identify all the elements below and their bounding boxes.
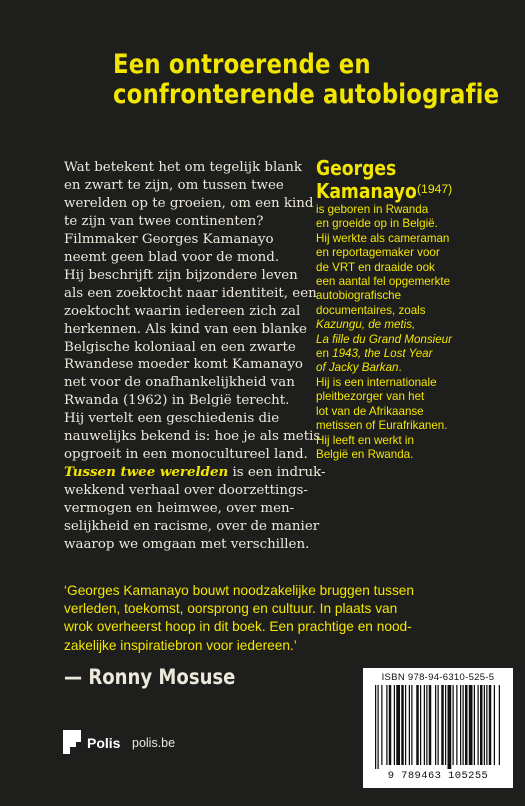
barcode-bar [405, 685, 406, 765]
blurb-line: werelden op te groeien, om een kind [64, 195, 314, 211]
bio-line: en reportagemaker voor [316, 246, 440, 260]
barcode-bar [381, 685, 382, 765]
blurb-line-with-title [64, 464, 326, 482]
blurb-text [64, 159, 326, 554]
bio-punct: . [398, 361, 402, 375]
author-bio [316, 203, 516, 462]
barcode-bar [420, 685, 421, 765]
blurb-line: en zwart te zijn, om tussen twee [64, 177, 284, 193]
bio-line: de VRT en draaide ook [316, 260, 435, 274]
bio-word: en [316, 347, 333, 361]
blurb-line: te zijn van twee continenten? [64, 213, 264, 229]
quote-line: verleden, toekomst, oorsprong en cultuur. In plaats van [64, 601, 398, 617]
barcode-bar [375, 685, 376, 769]
film-title: 1943, the Lost Year [332, 347, 433, 361]
author-last-name: Kamanayo [316, 179, 417, 203]
film-title: of Jacky Barkan [316, 361, 399, 375]
publisher-website: polis.be [132, 736, 176, 750]
barcode-bar [445, 685, 446, 765]
barcode-bar [456, 685, 457, 765]
bio-line-film [316, 361, 516, 375]
blurb-line: herkennen. Als kind van een blanke [64, 321, 307, 337]
barcode-bar [401, 685, 404, 765]
bio-line: Hij is een internationale [316, 375, 437, 389]
barcode-bar [484, 685, 485, 765]
blurb-line: wekkend verhaal over doorzettings- [64, 483, 308, 499]
barcode-bar [396, 685, 400, 765]
barcode-bar [416, 685, 419, 765]
blurb-line: Rwandese moeder komt Kamanayo [64, 357, 303, 373]
barcode-bar [469, 685, 473, 765]
barcode-bar [394, 685, 395, 765]
barcode-bar [480, 685, 483, 765]
blurb-line: selijkheid en racisme, over de manier [64, 519, 320, 535]
barcode-bar [478, 685, 479, 765]
isbn-label: ISBN 978-94-6310-525-5 [381, 672, 495, 683]
film-title: La fille du Grand Monsieur [316, 332, 452, 346]
bio-line: lot van de Afrikaanse [316, 404, 424, 418]
barcode-bar [378, 685, 379, 769]
blurb-line: Belgische koloniaal en een zwarte [64, 339, 296, 355]
blurb-line: opgroeit in een monocultureel land. [64, 447, 308, 463]
barcode-bar [463, 685, 464, 765]
bio-line: pleitbezorger van het [316, 390, 425, 404]
headline-line-2: confronterende autobiografie [113, 79, 500, 110]
quote-line: ‘Georges Kamanayo bouwt noodzakelijke bruggen tussen [64, 583, 415, 598]
blurb-line: zoektocht waarin iedereen zich zal [64, 303, 301, 319]
polis-logo-icon [63, 730, 81, 754]
film-title: Kazungu, de metis, [316, 318, 416, 332]
barcode-digits: 9 789463 105255 [387, 770, 489, 782]
barcode-bar [486, 685, 487, 765]
blurb-line: Wat betekent het om tegelijk blank [64, 160, 302, 175]
barcode-bar [499, 685, 500, 765]
blurb-line: Hij beschrijft zijn bijzondere leven [64, 267, 298, 283]
barcode-bar [424, 685, 425, 765]
headline-line-1: Een ontroerende en [113, 49, 371, 80]
barcode-bar [426, 685, 427, 765]
bio-line: België en Rwanda. [316, 447, 414, 461]
bio-line: documentaires, zoals [316, 303, 426, 317]
barcode-bar [389, 685, 392, 765]
bio-line-film [316, 347, 516, 361]
barcode-bar [411, 685, 412, 765]
barcode-bar [474, 685, 475, 765]
publisher-name: Polis [87, 735, 121, 751]
blurb-line: nauwelijks bekend is: hoe je als metis [64, 429, 321, 445]
barcode-bar [386, 685, 387, 765]
book-title: Tussen twee werelden [64, 464, 229, 481]
blurb-line: als een zoektocht naar identiteit, een [64, 285, 317, 301]
blurb-line: waarop we omgaan met verschillen. [64, 537, 310, 553]
quote-attribution: — Ronny Mosuse [64, 665, 236, 689]
barcode-bar [448, 685, 452, 769]
barcode-bar [465, 685, 468, 765]
quote-line: wrok overheerst hoop in dit boek. Een prachtige en nood- [64, 619, 412, 635]
barcode-bar [489, 685, 492, 765]
blurb-line: Rwanda (1962) in België terecht. [64, 393, 290, 409]
barcode-bar [494, 685, 495, 765]
barcode-bar [438, 685, 439, 765]
headline [113, 49, 500, 110]
blurb-line: Filmmaker Georges Kamanayo [64, 231, 274, 247]
barcode-bar [460, 685, 461, 765]
barcode-bars [373, 685, 503, 769]
bio-line: een aantal fel opgemerkte [316, 275, 451, 289]
blurb-line: neemt geen blad voor de mond. [64, 249, 280, 265]
bio-line: en groeide op in België. [316, 217, 438, 231]
author-first-name: Georges [316, 156, 397, 180]
bio-line: Hij leeft en werkt in [316, 433, 414, 447]
barcode-bar [429, 685, 432, 765]
isbn-barcode [363, 668, 513, 788]
quote-line: zakelijke inspiratiebron voor iedereen.’ [64, 637, 297, 653]
barcode-bar [435, 685, 436, 765]
barcode-bar [453, 685, 454, 765]
blurb-line: vermogen en heimwee, over men- [64, 501, 295, 517]
barcode-bar [409, 685, 410, 765]
bio-line: is geboren in Rwanda [316, 203, 429, 216]
endorsement-quote [64, 582, 509, 655]
blurb-line: net voor de onafhankelijkheid van [64, 375, 295, 391]
bio-line: Hij werkte als cameraman [316, 231, 450, 245]
author-birth-year: (1947) [417, 182, 453, 196]
author-name [316, 157, 417, 203]
blurb-line-rest: is een indruk- [228, 465, 326, 481]
bio-line: metissen of Eurafrikanen. [316, 419, 448, 433]
bio-line: autobiografische [316, 289, 402, 303]
blurb-line: Hij vertelt een geschiedenis die [64, 411, 280, 427]
barcode-bar [441, 685, 444, 765]
